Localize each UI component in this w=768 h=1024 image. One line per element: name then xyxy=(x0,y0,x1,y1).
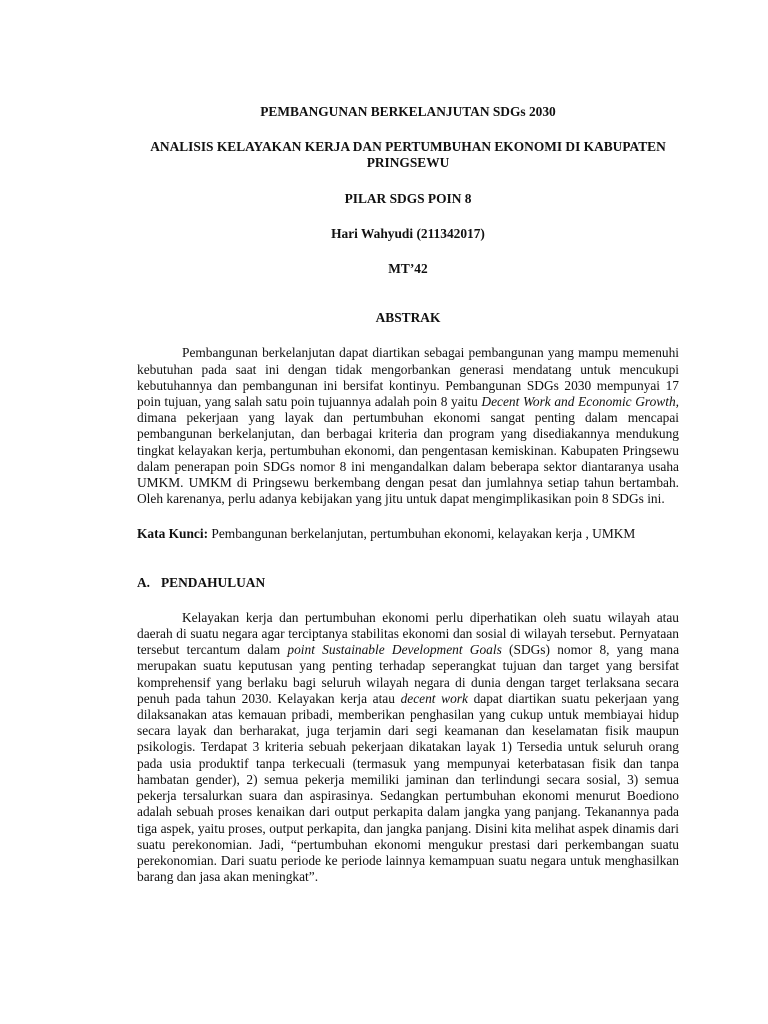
section-heading xyxy=(137,575,679,591)
document-title: PEMBANGUNAN BERKELANJUTAN SDGs 2030 xyxy=(260,104,556,119)
abstract-text-part2: dimana pekerjaan yang layak dan pertumbuhan ekonomi sangat penting dalam mencapai pembangunan berkelanjutan, dan berbagai kriteria dan program yang disediakannya mendukung tingkat kelayakan kerja, pertumbuhan ekonomi, dan pengentasan kemiskinan. Kabupaten Pringsewu dalam penerapan poin SDGs nomor 8 ini mengandalkan dalam beberapa sektor diantaranya usaha UMKM. UMKM di Pringsewu berkembang dengan pesat dan jumlahnya setiap tahun bertambah. Oleh karenanya, perlu adanya kebijakan yang jitu untuk dapat mengimplikasikan poin 8 SDGs ini. xyxy=(137,410,679,507)
document-page xyxy=(137,104,679,885)
introduction-paragraph xyxy=(137,610,679,885)
intro-italic-term-2: decent work xyxy=(400,690,468,706)
intro-italic-term-1: point Sustainable Development Goals xyxy=(287,642,502,658)
keywords-line xyxy=(137,526,679,542)
author-batch: MT’42 xyxy=(388,261,428,277)
author-name: Hari Wahyudi (211342017) xyxy=(331,225,485,241)
section-number: A. xyxy=(137,574,151,590)
intro-text-part3: dapat diartikan suatu pekerjaan yang dilaksanakan atas kemauan pribadi, memberikan penghasilan yang cukup untuk membiayai hidup secara layak dan berharakat, juga terjamin dari segi keamanan dan keselamatan fisik maupun psikologis. Terdapat 3 kriteria sebuah pekerjaan dikatakan layak 1) Tersedia untuk seluruh orang pada usia produktif tanpa terkecuali (termasuk yang mempunyai keterbatasan fisik dan tanpa hambatan gender), 2) semua pekerja memiliki jaminan dan terlindungi secara sosial, 3) semua pekerja tersalurkan suara dan aspirasinya. Sedangkan pertumbuhan ekonomi menurut Boediono adalah sebuah proses kenaikan dari output perkapita dalam jangka yang panjang. Tekanannya pada tiga aspek, yaitu proses, output perkapita, dan jangka panjang. Disini kita melihat aspek dinamis dari suatu perekonomian. Jadi, “pertumbuhan ekonomi mengukur prestasi dari perkembangan suatu perekonomian. Dari suatu periode ke periode lainnya kemampuan suatu negara untuk menghasilkan barang dan jasa akan meningkat”. xyxy=(137,690,679,885)
intro-text-part2: (SDGs) nomor 8, yang mana merupakan suatu keputusan yang penting terhadap seperangkat tujuan dan target yang bersifat komprehensif yang berlaku bagi seluruh wilayah negara di dunia dengan target terlaksana secara penuh pada tahun 2030. Kelayakan kerja atau xyxy=(137,642,680,706)
section-title: PENDAHULUAN xyxy=(161,574,266,590)
intro-text-part1: Kelayakan kerja dan pertumbuhan ekonomi perlu diperhatikan oleh suatu wilayah atau daerah di suatu negara agar terciptanya stabilitas ekonomi dan sosial di wilayah tersebut. Pernyataan tersebut tercantum dalam xyxy=(137,609,679,658)
keywords-label: Kata Kunci: xyxy=(137,526,209,542)
paper-title: ANALISIS KELAYAKAN KERJA DAN PERTUMBUHAN EKONOMI DI KABUPATEN PRINGSEWU xyxy=(150,139,666,171)
abstract-heading: ABSTRAK xyxy=(375,310,441,326)
keywords-text: Pembangunan berkelanjutan, pertumbuhan ekonomi, kelayakan kerja , UMKM xyxy=(208,526,636,542)
paper-subtitle: PILAR SDGS POIN 8 xyxy=(344,190,472,206)
abstract-italic-term: Decent Work and Economic Growth, xyxy=(481,394,680,410)
abstract-paragraph xyxy=(137,345,679,507)
abstract-text-part1: Pembangunan berkelanjutan dapat diartikan sebagai pembangunan yang mampu memenuhi kebutuhan pada saat ini dengan tidak mengorbankan generasi mendatang untuk mencukupi kebutuhannya dan pembangunan ini bersifat kontinyu. Pembangunan SDGs 2030 mempunyai 17 poin tujuan, yang salah satu poin tujuannya adalah poin 8 yaitu xyxy=(137,345,679,410)
